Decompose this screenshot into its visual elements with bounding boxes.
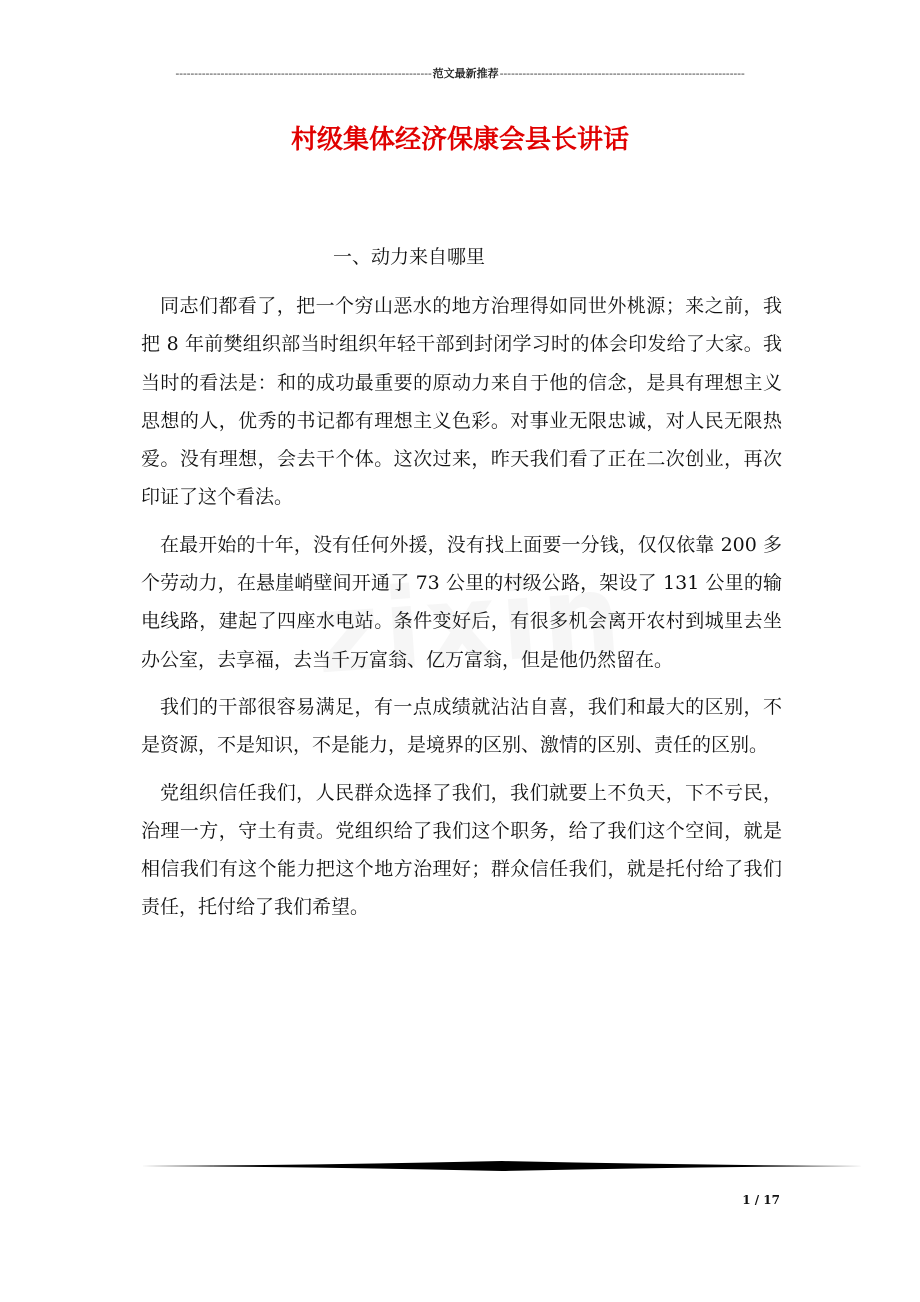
page-number: 1 / 17 [742, 1193, 780, 1207]
section-heading: 一、动力来自哪里 [333, 246, 486, 268]
paragraph: 我们的干部很容易满足，有一点成绩就沾沾自喜，我们和最大的区别，不是资源，不是知识，不是能力，是境界的区别、激情的区别、责任的区别。 [141, 695, 782, 757]
header-title: 范文最新推荐 [432, 67, 499, 80]
header-dashes-right: ----------------------------------------------------------------- [499, 67, 745, 80]
document-body [141, 287, 782, 936]
paragraph: 同志们都看了，把一个穷山恶水的地方治理得如同世外桃源；来之前，我把 8 年前樊组织部当时组织年轻干部到封闭学习时的体会印发给了大家。我当时的看法是：和的成功最重要的原动力来自于他的信念，是具有理想主义思想的人，优秀的书记都有理想主义色彩。对事业无限忠诚，对人民无限热爱。没有理想，会去干个体。这次过来，昨天我们看了正在二次创业，再次印证了这个看法。 [141, 295, 782, 509]
footer-rule [141, 1160, 863, 1172]
page-header [140, 66, 780, 82]
header-dashes-left: -------------------------------------------------------------------- [175, 67, 432, 80]
paragraph: 在最开始的十年，没有任何外援，没有找上面要一分钱，仅仅依靠 200 多个劳动力，在悬崖峭壁间开通了 73 公里的村级公路，架设了 131 公里的输电线路，建起了四座水电站。条件变好后，有很多机会离开农村到城里去坐办公室，去享福，去当千万富翁、亿万富翁，但是他仍然留在。 [141, 533, 782, 671]
document-title: 村级集体经济保康会县长讲话 [290, 125, 629, 155]
paragraph: 党组织信任我们，人民群众选择了我们，我们就要上不负天，下不亏民，治理一方，守土有责。党组织给了我们这个职务，给了我们这个空间，就是相信我们有这个能力把这个地方治理好；群众信任我们，就是托付给了我们责任，托付给了我们希望。 [141, 781, 782, 919]
